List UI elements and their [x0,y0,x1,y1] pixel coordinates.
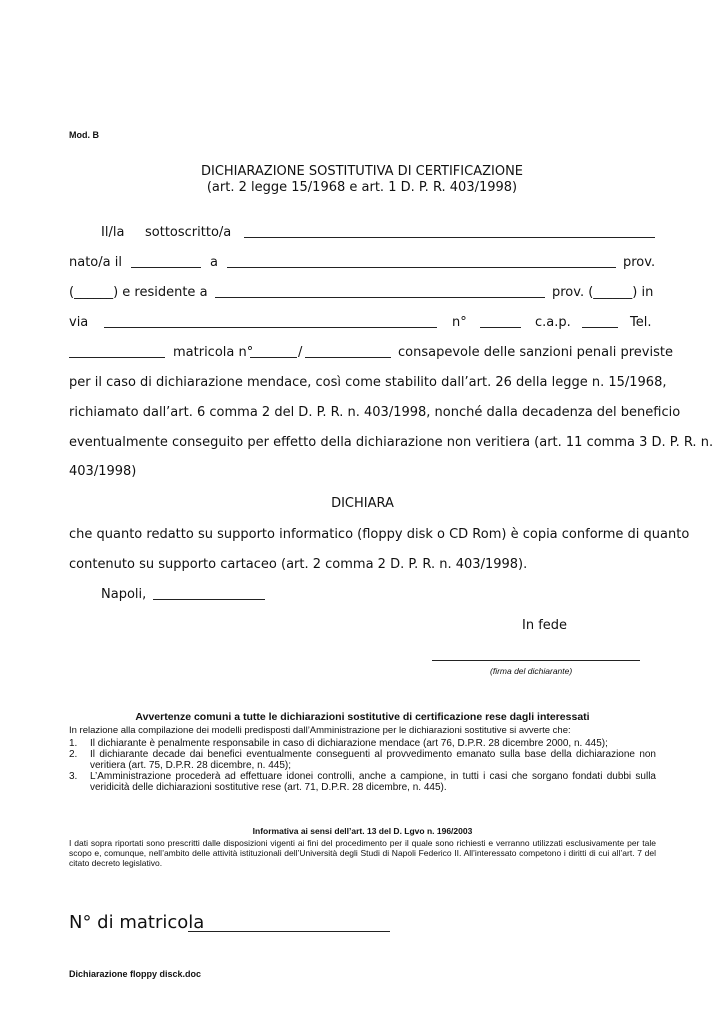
label-prov-in: prov. (______) in [552,285,654,300]
street-field[interactable] [104,315,437,328]
paragraph-line: eventualmente conseguito per effetto della dichiarazione non veritiera (art. 11 comma 3 D. P. R. n. [69,435,714,450]
place-label: Napoli, [101,587,147,602]
warnings-list [69,738,656,793]
label-residente: (______) e residente a [69,285,208,300]
label-via: via [69,315,89,330]
paragraph-line: richiamato dall’art. 6 comma 2 del D. P. R. n. 403/1998, nonché dalla decadenza del beneficio [69,405,681,420]
text-consapevole: consapevole delle sanzioni penali previste [398,345,673,360]
paragraph-line: 403/1998) [69,464,137,479]
warnings-heading: Avvertenze comuni a tutte le dichiarazioni sostitutive di certificazione rese dagli interessati [135,711,590,723]
signature-caption: (firma del dichiarante) [490,666,573,676]
label-prov: prov. [623,255,656,270]
matricola-field-1[interactable] [250,345,297,358]
label-sottoscritto: sottoscritto/a [145,225,232,240]
label-illa: Il/la [101,225,125,240]
name-field[interactable] [244,225,655,238]
list-item [69,749,656,771]
warnings-intro: In relazione alla compilazione dei modelli predisposti dall’Amministrazione per le dichiarazioni sostitutive si avverte che: [69,725,571,736]
list-item-text: Il dichiarante decade dai benefici eventualmente conseguenti al provvedimento emanato sulla base della dichiarazione non veritiera (art. 75, D.P.R. 28 dicembre, n. 445); [90,749,656,771]
list-item-number: 2. [69,749,78,760]
phone-field[interactable] [69,345,165,358]
birth-place-field[interactable] [227,255,616,268]
model-label: Mod. B [69,130,99,140]
label-cap: c.a.p. [535,315,571,330]
house-number-field[interactable] [480,315,521,328]
matricola-separator: / [298,345,303,360]
residence-field[interactable] [215,285,545,298]
birth-date-field[interactable] [131,255,201,268]
matricola-field-2[interactable] [305,345,391,358]
label-nato: nato/a il [69,255,122,270]
list-item-number: 3. [69,771,78,782]
matricola-label: N° di matricola [69,912,205,933]
label-a: a [210,255,218,270]
in-fede-label: In fede [522,618,568,633]
list-item-number: 1. [69,738,78,749]
dichiara-heading: DICHIARA [331,496,394,511]
paragraph-line: che quanto redatto su supporto informatico (floppy disk o CD Rom) è copia conforme di quanto [69,527,690,542]
list-item [69,738,656,749]
privacy-heading: Informativa ai sensi dell’art. 13 del D. Lgvo n. 196/2003 [252,826,473,836]
list-item-text: L’Amministrazione procederà ad effettuare idonei controlli, anche a campione, in tutti i casi che sorgano fondati dubbi sulla veridicità delle dichiarazioni sostitutive rese (art. 71, D.P.R. 28 dicembre, n. 445). [90,771,656,793]
label-tel: Tel. [630,315,652,330]
label-numero: n° [452,315,467,330]
paragraph-line: per il caso di dichiarazione mendace, così come stabilito dall’art. 26 della legge n. 15/1968, [69,375,667,390]
privacy-text: I dati sopra riportati sono prescritti dalle disposizioni vigenti ai fini del procedimento per il quale sono richiesti e verranno utilizzati esclusivamente per tale scopo e, comunque, nell’ambito delle attività istituzionali dell’Università degli Studi di Napoli Federico II. All’interessato competono i diritti di cui all’art. 7 del citato decreto legislativo. [69,838,656,868]
cap-field[interactable] [582,315,618,328]
paragraph-line: contenuto su supporto cartaceo (art. 2 comma 2 D. P. R. n. 403/1998). [69,557,528,572]
file-name-footer: Dichiarazione floppy disck.doc [69,969,202,979]
list-item [69,771,656,793]
list-item-text: Il dichiarante è penalmente responsabile in caso di dichiarazione mendace (art 76, D.P.R. 28 dicembre 2000, n. 445); [90,738,608,749]
document-subtitle: (art. 2 legge 15/1968 e art. 1 D. P. R. 403/1998) [206,180,518,195]
document-title: DICHIARAZIONE SOSTITUTIVA DI CERTIFICAZIONE [200,164,524,179]
signature-line[interactable] [432,660,640,661]
label-matricola: matricola n° [173,345,254,360]
matricola-input-line[interactable] [188,914,390,932]
date-field[interactable] [153,587,265,600]
